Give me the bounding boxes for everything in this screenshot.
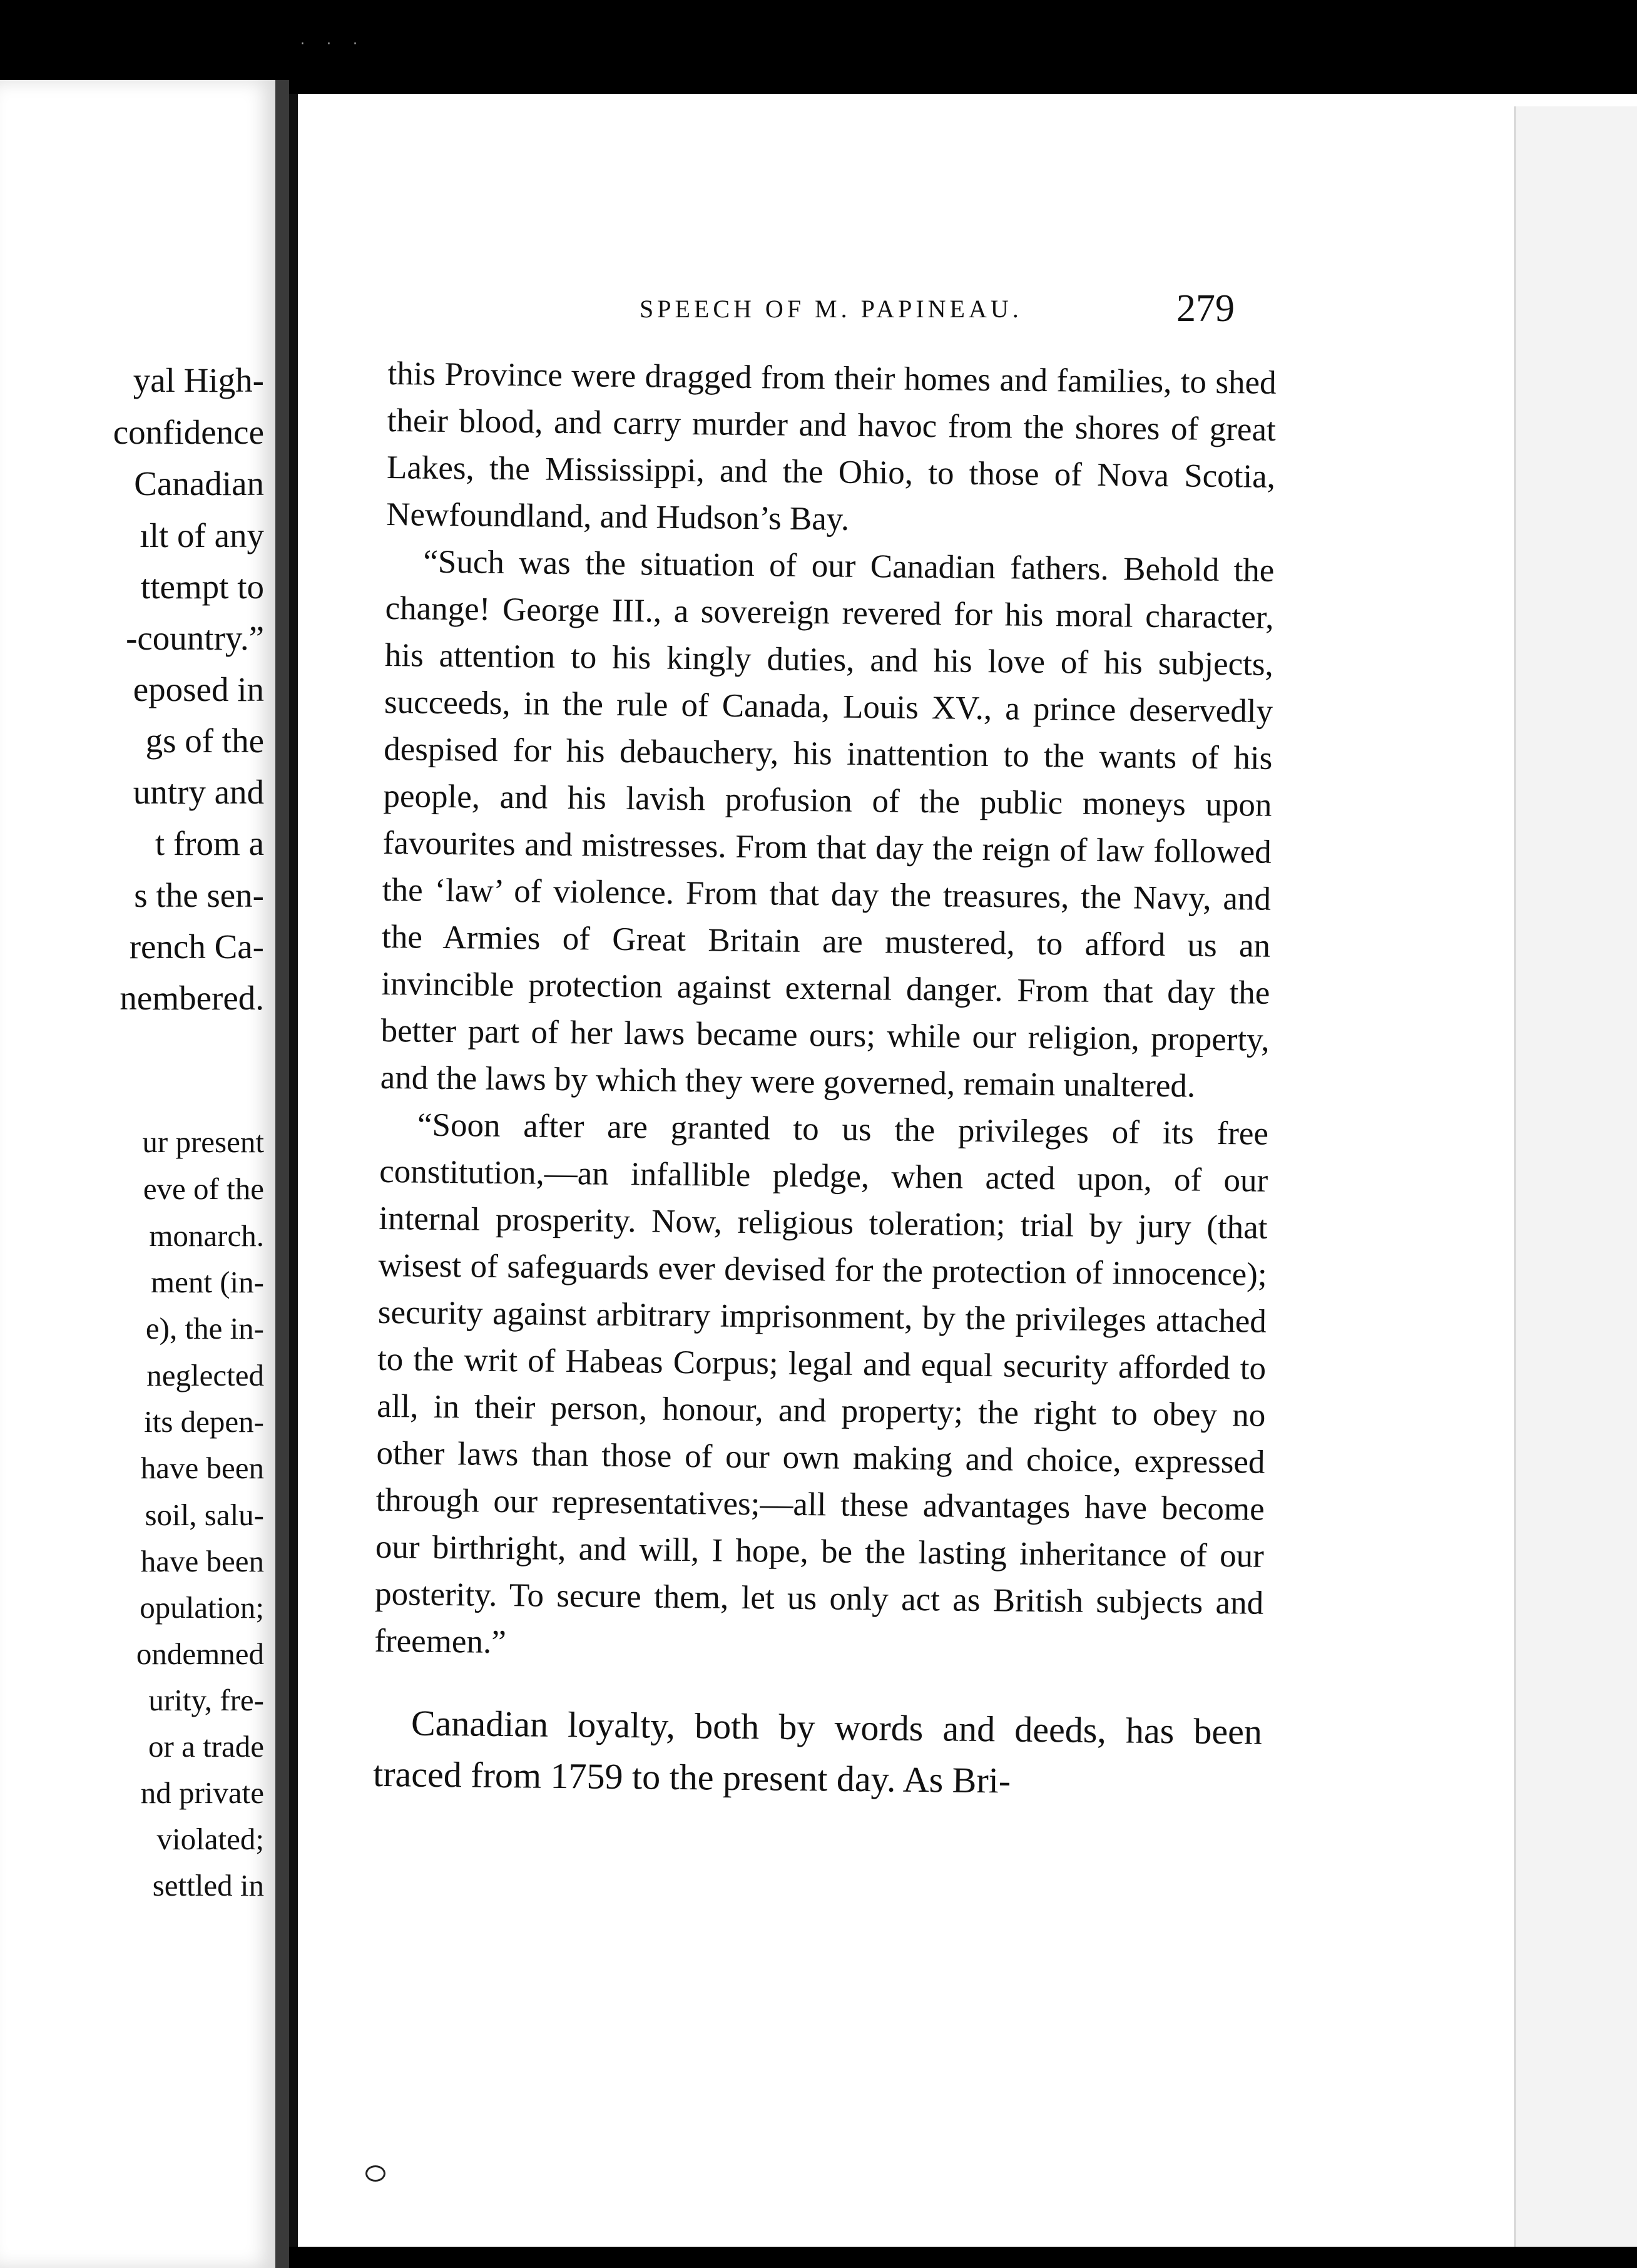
left-line: violated; — [156, 1822, 264, 1856]
left-line: neglected — [146, 1358, 264, 1392]
left-line: ment (in- — [151, 1265, 264, 1299]
left-line: ılt of any — [140, 516, 264, 554]
left-line: t from a — [155, 824, 264, 862]
page-number: 279 — [1176, 287, 1235, 330]
left-line: opulation; — [140, 1590, 264, 1625]
left-line: s the sen- — [134, 876, 264, 914]
left-line: rench Ca- — [129, 927, 264, 966]
left-line: confidence — [113, 413, 264, 451]
paragraph: Canadian loyalty, both by words and deeds, has been traced from 1759 to the present day. As Bri- — [372, 1702, 1263, 1801]
paragraph: “Soon after are granted to us the privileges of its free constitution,—an infallible pledge, when acted upon, of our internal prosperity. Now, religious toleration; trial by jury (that wisest of safeguards ever devised for the protection of innocence); security against arbitrary imprisonment, by the privileges attached to the writ of Habeas Corpus; legal and equal security afforded to all, in their person, honour, and property; the right to obey no other laws than those of our own making and choice, expressed through our representatives;—all these advantages have become our birthright, and will, I hope, be the lasting inheritance of our posterity. To secure them, let us only act as British subjects and freemen.” — [374, 1106, 1269, 1661]
left-line: ttempt to — [140, 568, 264, 606]
left-line: eve of the — [143, 1172, 264, 1206]
book-gutter — [275, 80, 289, 2268]
paragraph: “Such was the situation of our Canadian fathers. Behold the change! George III., a sovereign revered for his moral character, his attention to his kingly duties, and his love of his subjects, succeeds, in the rule of Canada, Louis XV., a prince deservedly despised for his debauchery, his inattention to the wants of his people, and his lavish profusion of the public moneys upon favourites and mistresses. From that day the reign of law followed the ‘law’ of violence. From that day the treasures, the Navy, and the Armies of Great Britain are mustered, to afford us an invincible protection against external danger. From that day the better part of her laws became ours; while our religion, property, and the laws by which they were governed, remain unaltered. — [380, 543, 1275, 1105]
body-text — [373, 350, 1277, 1809]
left-line: eposed in — [133, 670, 264, 708]
left-line: e), the in- — [145, 1311, 264, 1346]
running-head: SPEECH OF M. PAPINEAU. — [640, 295, 1022, 323]
left-line: Canadian — [134, 464, 264, 503]
left-line: ur present — [142, 1125, 264, 1159]
left-line: yal High- — [133, 361, 264, 399]
left-line: or a trade — [148, 1729, 264, 1764]
left-line: settled in — [152, 1868, 264, 1903]
left-line: nd private — [140, 1775, 264, 1810]
left-line: gs of the — [145, 722, 264, 760]
spine-shadow — [289, 94, 298, 2247]
left-line: monarch. — [149, 1218, 264, 1253]
left-line: nembered. — [120, 979, 264, 1017]
left-line: urity, fre- — [148, 1683, 264, 1717]
left-line: -country.” — [126, 619, 264, 657]
left-line: soil, salu- — [145, 1498, 264, 1532]
scan-specks: · · · — [300, 36, 366, 52]
left-line: untry and — [133, 773, 264, 811]
left-line: ondemned — [136, 1637, 264, 1671]
left-page-fragment — [0, 80, 275, 2268]
left-line: its depen- — [144, 1404, 264, 1439]
left-line: have been — [140, 1451, 264, 1485]
scan-mark — [365, 2165, 385, 2182]
paragraph: this Province were dragged from their homes and families, to shed their blood, and carry murder and havoc from the shores of great Lakes, the Mississippi, and the Ohio, to those of Nova Scotia, Newfoundland, and Hudson’s Bay. — [385, 355, 1277, 538]
page-edge — [1514, 106, 1637, 2247]
left-line: have been — [140, 1544, 264, 1578]
